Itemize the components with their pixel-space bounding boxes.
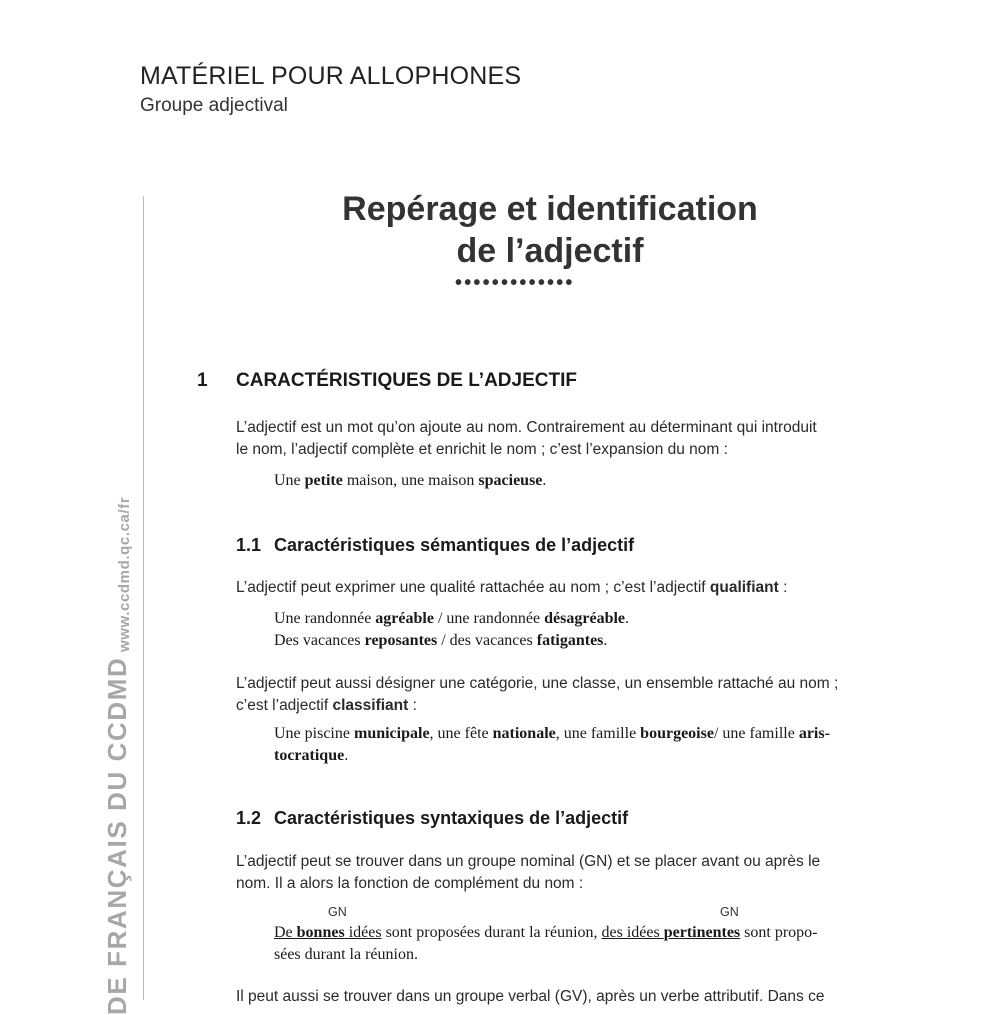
example-adjective: agréable <box>375 610 434 627</box>
document-title-line-2: de l’adjectif <box>456 232 644 270</box>
section-1-1-examples-2 <box>274 723 904 767</box>
example-adjective: municipale <box>353 725 430 742</box>
example-line: sées durant la réunion. <box>274 946 418 963</box>
example-adjective: bourgeoise <box>640 725 714 742</box>
keyword: classifiant <box>332 697 409 714</box>
example-text: . <box>542 472 547 489</box>
example-text: sont proposées durant la réunion, <box>381 924 602 941</box>
section-1-1-examples-1 <box>274 608 904 652</box>
section-1-number: 1 <box>197 370 208 391</box>
paragraph-text: L’adjectif peut exprimer une qualité rattachée au nom ; c’est l’adjectif <box>236 579 710 596</box>
section-1-2-title: Caractéristiques syntaxiques de l’adjectif <box>274 808 629 828</box>
example-text: / une famille <box>713 725 799 742</box>
example-adjective: désagréable <box>544 610 626 627</box>
paragraph-line: nom. Il a alors la fonction de complément du nom : <box>236 875 584 892</box>
example-line <box>274 723 904 745</box>
example-adjective: reposantes <box>364 632 438 649</box>
section-1-2-heading <box>236 808 628 829</box>
section-1-1-number: 1.1 <box>236 535 262 555</box>
section-1-example <box>274 470 904 492</box>
document-title <box>300 188 800 272</box>
section-1-2-number: 1.2 <box>236 808 262 828</box>
paragraph-line: L’adjectif peut aussi désigner une catégorie, une classe, un ensemble rattaché au nom ; <box>236 675 839 692</box>
example-text: Des vacances <box>274 632 365 649</box>
example-adjective: spacieuse <box>478 472 543 489</box>
section-1-2-para-1 <box>236 851 902 895</box>
section-1-1-heading <box>236 535 634 556</box>
section-1-1-para-2 <box>236 673 902 717</box>
example-text: / des vacances <box>437 632 537 649</box>
keyword: qualifiant <box>709 579 779 596</box>
header-subtitle: Groupe adjectival <box>140 95 288 116</box>
example-text: Une piscine <box>274 725 354 742</box>
paragraph-text: : <box>408 697 417 714</box>
section-1-intro-line-2: le nom, l’adjectif complète et enrichit le nom ; c’est l’expansion du nom : <box>236 441 728 458</box>
sidebar-url: www.ccdmd.qc.ca/fr <box>116 496 133 652</box>
example-adjective: bonnes <box>296 924 345 941</box>
document-title-line-1: Repérage et identification <box>342 190 758 228</box>
example-text: , une famille <box>555 725 641 742</box>
example-text: Une <box>274 472 305 489</box>
example-adjective: pertinentes <box>663 924 741 941</box>
example-adjective: tocratique <box>274 747 345 764</box>
example-line <box>274 608 904 630</box>
margin-rule <box>143 196 144 1000</box>
section-1-2-para-2 <box>236 986 902 1008</box>
section-1-1-title: Caractéristiques sémantiques de l’adjectif <box>274 535 635 555</box>
example-text: . <box>603 632 608 649</box>
example-text: . <box>344 747 349 764</box>
section-1-intro-line-1: L’adjectif est un mot qu’on ajoute au nom. Contrairement au déterminant qui introduit <box>236 419 817 436</box>
gn-label: GN <box>720 905 739 919</box>
example-text: / une randonnée <box>433 610 545 627</box>
example-text: sont propo- <box>740 924 818 941</box>
noun-group-text: des idées <box>601 924 664 941</box>
example-line <box>274 745 904 767</box>
example-text: Une randonnée <box>274 610 376 627</box>
example-line <box>274 630 904 652</box>
example-adjective: petite <box>304 472 343 489</box>
paragraph-line: Il peut aussi se trouver dans un groupe verbal (GV), après un verbe attributif. Dans ce <box>236 988 825 1005</box>
noun-group-text: De <box>274 924 297 941</box>
gn-label: GN <box>328 905 347 919</box>
example-adjective: fatigantes <box>536 632 604 649</box>
title-dots-divider: ••••••••••••• <box>455 272 575 294</box>
paragraph-text: c’est l’adjectif <box>236 697 333 714</box>
paragraph-line: L’adjectif peut se trouver dans un groupe nominal (GN) et se placer avant ou après le <box>236 853 821 870</box>
example-adjective: aris- <box>798 725 830 742</box>
paragraph-line <box>236 695 902 717</box>
example-line <box>274 922 904 944</box>
section-1-1-para-1 <box>236 577 902 599</box>
example-adjective: nationale <box>492 725 556 742</box>
paragraph-text: : <box>778 579 788 596</box>
example-text: . <box>625 610 630 627</box>
sidebar-brand: DE FRANÇAIS DU CCDMD <box>102 656 132 1015</box>
section-1-title: CARACTÉRISTIQUES DE L’ADJECTIF <box>236 370 577 391</box>
example-text: , une fête <box>429 725 493 742</box>
noun-group-text: idées <box>348 924 382 941</box>
example-text: maison, une maison <box>342 472 479 489</box>
section-1-intro <box>236 417 902 461</box>
section-1-2-example <box>274 922 904 966</box>
header-title: MATÉRIEL POUR ALLOPHONES <box>140 62 522 90</box>
